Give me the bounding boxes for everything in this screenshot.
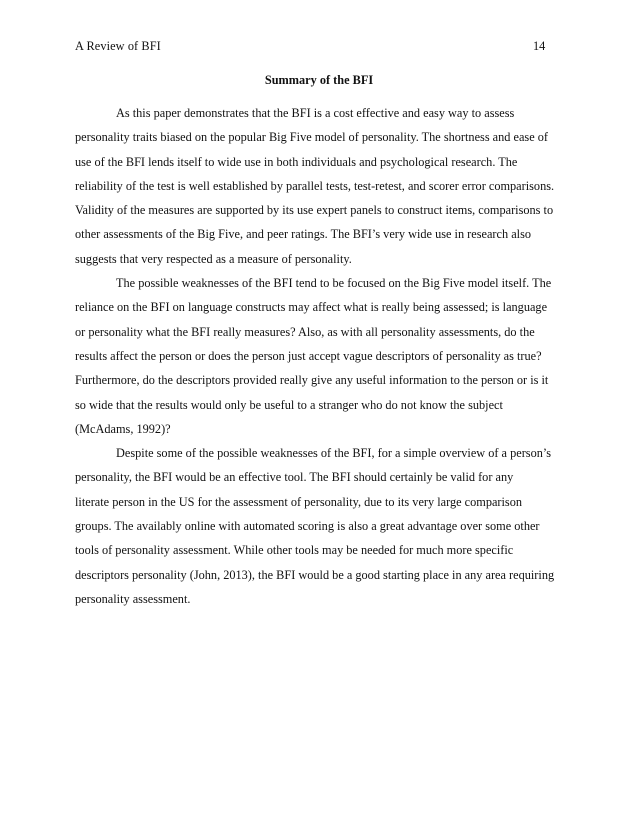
paragraph bbox=[75, 441, 575, 611]
text-line: personality assessment. bbox=[75, 591, 191, 606]
text-line: As this paper demonstrates that the BFI is a cost effective and easy way to assess bbox=[116, 106, 515, 120]
paragraph bbox=[75, 101, 575, 271]
text-line: literate person in the US for the assessment of personality, due to its very large comparison bbox=[75, 494, 523, 509]
text-line: (McAdams, 1992)? bbox=[75, 421, 171, 436]
text-line: Despite some of the possible weaknesses of the BFI, for a simple overview of a person’s bbox=[116, 446, 552, 461]
text-line: reliance on the BFI on language constructs may affect what is really being assessed; is language bbox=[75, 300, 548, 315]
text-line: Validity of the measures are supported by its use expert panels to construct items, comparisons to bbox=[75, 203, 554, 218]
text-line: reliability of the test is well established by parallel tests, test-retest, and scorer error comparisons. bbox=[75, 178, 555, 193]
text-line: so wide that the results would only be useful to a stranger who do not know the subject bbox=[75, 397, 503, 412]
text-line: suggests that very respected as a measure of personality. bbox=[75, 251, 352, 266]
body-text bbox=[75, 101, 575, 611]
text-line: Furthermore, do the descriptors provided really give any useful information to the person or is it bbox=[75, 373, 549, 388]
page-number: 14 bbox=[533, 39, 546, 53]
text-line: descriptors personality (John, 2013), the BFI would be a good starting place in any area requiring bbox=[75, 567, 555, 582]
running-head: A Review of BFI bbox=[75, 39, 161, 53]
text-line: groups. The availably online with automated scoring is also a great advantage over some other bbox=[75, 519, 540, 534]
section-heading: Summary of the BFI bbox=[264, 73, 374, 87]
text-line: tools of personality assessment. While other tools may be needed for much more specific bbox=[75, 543, 514, 558]
text-line: or personality what the BFI really measures? Also, as with all personality assessments, do the bbox=[75, 324, 535, 339]
text-line: other assessments of the Big Five, and peer ratings. The BFI’s very wide use in research also bbox=[75, 227, 532, 242]
text-line: results affect the person or does the person just accept vague descriptors of personality as true? bbox=[75, 348, 542, 363]
text-line: personality traits biased on the popular Big Five model of personality. The shortness and ease of bbox=[75, 130, 548, 145]
text-line: use of the BFI lends itself to wide use in both individuals and psychological research. The bbox=[75, 154, 518, 169]
text-line: personality, the BFI would be an effective tool. The BFI should certainly be valid for any bbox=[75, 470, 514, 485]
paragraph bbox=[75, 271, 575, 441]
text-line: The possible weaknesses of the BFI tend to be focused on the Big Five model itself. The bbox=[116, 276, 552, 291]
